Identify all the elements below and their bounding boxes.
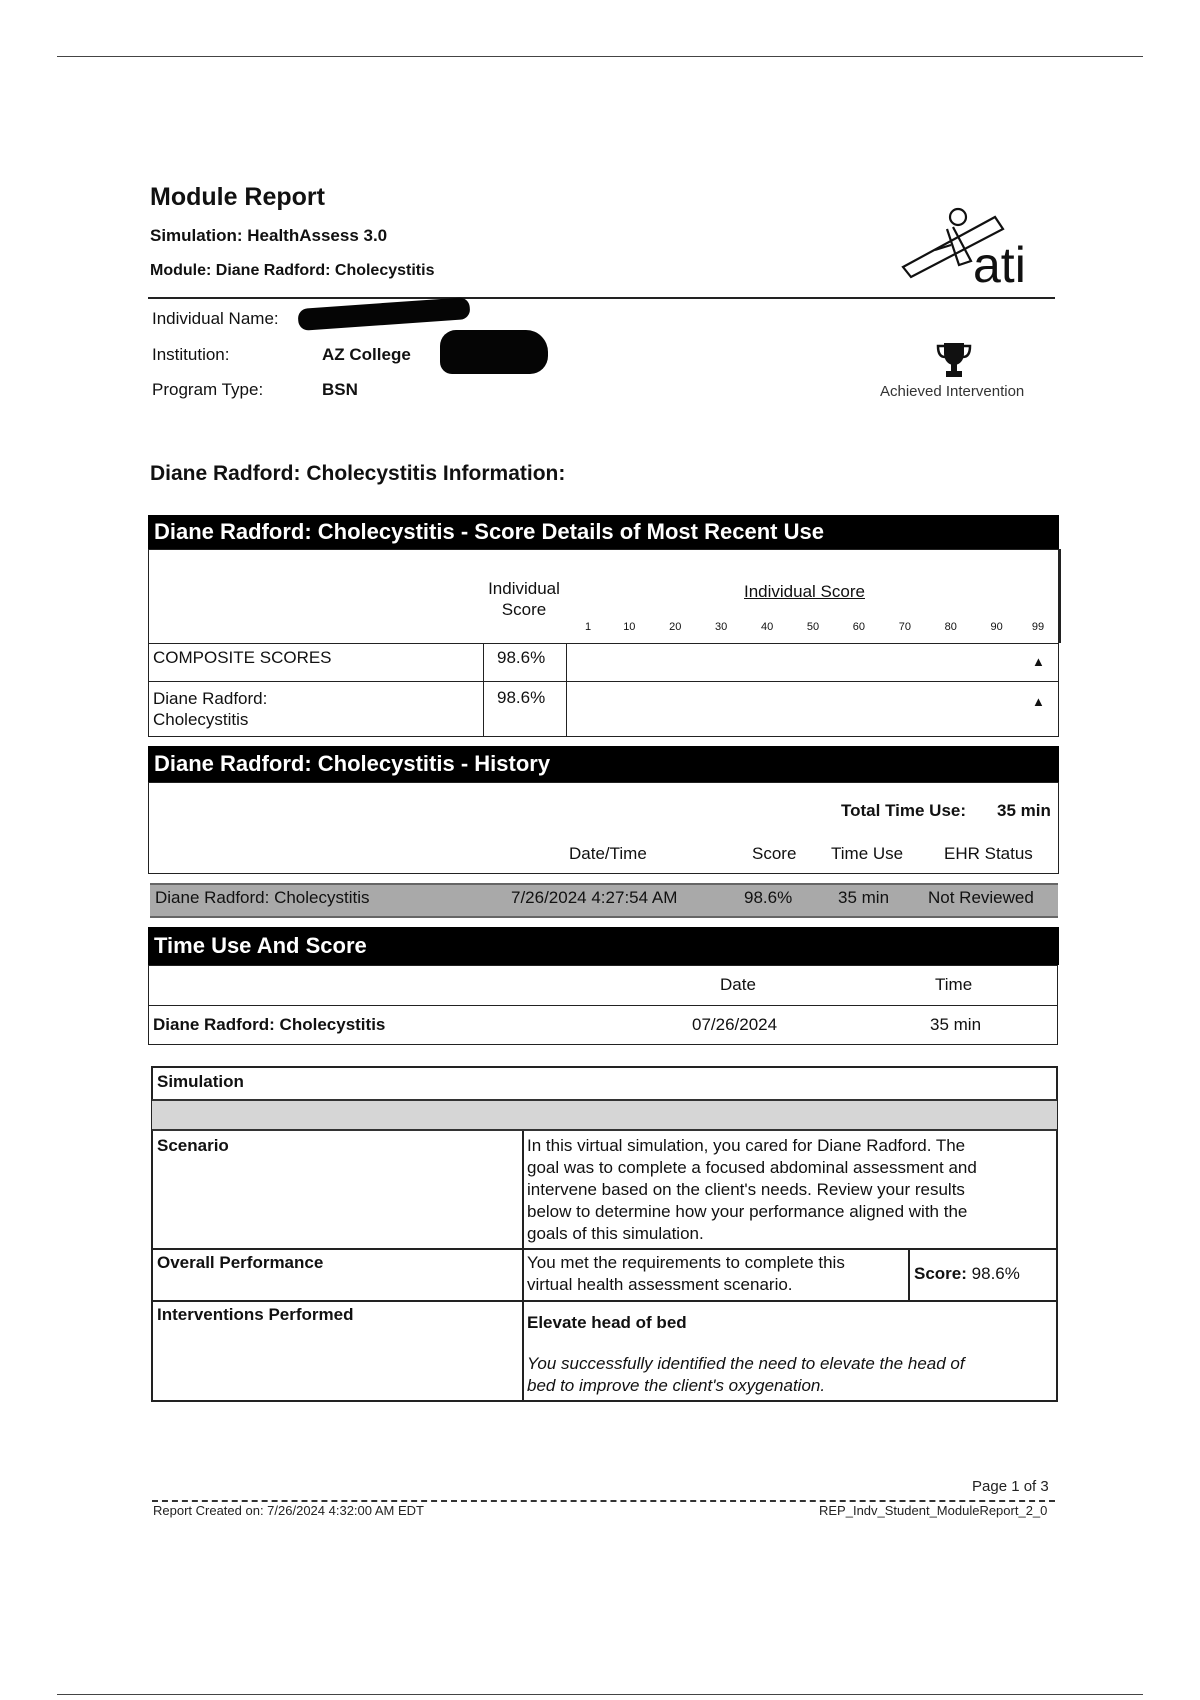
col-datetime: Date/Time	[569, 844, 647, 863]
program-label: Program Type:	[152, 380, 264, 399]
name-label: Individual Name:	[152, 309, 279, 328]
trophy-icon	[935, 340, 973, 380]
overall-score	[914, 1264, 1020, 1284]
time-use-row-date: 07/26/2024	[692, 1015, 778, 1034]
score-value: 98.6%	[971, 1264, 1020, 1283]
row-divider	[151, 1300, 1058, 1302]
module-score: 98.6%	[497, 688, 546, 707]
history-row-ehr: Not Reviewed	[928, 888, 1034, 907]
tick-label: 99	[1031, 621, 1045, 633]
score-details-header: Diane Radford: Cholecystitis - Score Details of Most Recent Use	[148, 515, 1059, 549]
report-created: Report Created on: 7/26/2024 4:32:00 AM EDT	[153, 1503, 425, 1518]
scenario-text	[527, 1135, 977, 1245]
header-divider	[148, 297, 1055, 299]
report-id: REP_Indv_Student_ModuleReport_2_0	[819, 1503, 1048, 1518]
redaction-mark	[440, 330, 548, 374]
overall-performance-text	[527, 1252, 845, 1296]
history-row-datetime: 7/26/2024 4:27:54 AM	[511, 888, 678, 907]
tick-label: 70	[898, 621, 911, 633]
simulation-gray-band	[152, 1099, 1057, 1131]
history-row-name: Diane Radford: Cholecystitis	[155, 888, 370, 907]
label-line: Cholecystitis	[153, 710, 249, 729]
scale-edge	[1058, 549, 1061, 643]
scale-title: Individual Score	[744, 582, 865, 601]
program-value: BSN	[322, 380, 358, 399]
tick-label: 80	[944, 621, 957, 633]
history-row-time: 35 min	[838, 888, 890, 907]
intervention-line: bed to improve the client's oxygenation.	[527, 1376, 826, 1395]
module-name: Module: Diane Radford: Cholecystitis	[150, 262, 435, 279]
institution-label: Institution:	[152, 345, 230, 364]
tick-label: 20	[669, 621, 682, 633]
module-row-label	[153, 688, 267, 730]
time-use-header: Time Use And Score	[148, 927, 1059, 965]
ati-logo	[895, 205, 1045, 290]
col-header-line: Score	[501, 600, 547, 619]
redaction-mark	[297, 297, 470, 331]
scenario-line: below to determine how your performance aligned with the	[527, 1202, 968, 1221]
col-score: Score	[752, 844, 797, 863]
tick-label: 50	[806, 621, 820, 633]
composite-percentile-marker: ▲	[1032, 654, 1045, 669]
composite-score: 98.6%	[497, 648, 546, 667]
row-divider	[148, 681, 1059, 682]
scenario-line: intervene based on the client's needs. Review your results	[527, 1180, 965, 1199]
total-time-label: Total Time Use:	[841, 801, 967, 820]
achieved-intervention-label: Achieved Intervention	[880, 383, 1025, 400]
row-divider	[148, 1005, 1058, 1006]
col-divider	[522, 1131, 524, 1402]
scenario-label: Scenario	[157, 1136, 229, 1155]
col-divider	[483, 643, 484, 737]
tick-label: 90	[990, 621, 1003, 633]
scenario-line: In this virtual simulation, you cared for Diane Radford. The	[527, 1136, 966, 1155]
overall-line: You met the requirements to complete this	[527, 1253, 845, 1272]
col-time: Time	[935, 975, 973, 994]
label-line: Diane Radford:	[153, 689, 268, 708]
scenario-line: goal was to complete a focused abdominal assessment and	[527, 1158, 977, 1177]
page-bottom-rule	[57, 1694, 1143, 1695]
individual-score-col-header	[483, 578, 565, 620]
intervention-text	[527, 1353, 965, 1397]
col-header-line: Individual	[488, 579, 560, 598]
tick-label: 40	[760, 621, 774, 633]
interventions-label: Interventions Performed	[157, 1305, 354, 1324]
tick-label: 10	[623, 621, 636, 633]
section-heading: Diane Radford: Cholecystitis Information:	[150, 462, 566, 485]
col-divider	[908, 1248, 910, 1300]
simulation-header: Simulation	[157, 1072, 244, 1091]
report-title: Module Report	[150, 183, 325, 211]
row-divider	[151, 1248, 1058, 1250]
logo-wordmark: ati	[973, 237, 1026, 290]
page-top-rule	[57, 56, 1143, 57]
intervention-title: Elevate head of bed	[527, 1313, 687, 1332]
row-divider	[148, 643, 1059, 644]
scenario-line: goals of this simulation.	[527, 1224, 704, 1243]
footer-divider	[152, 1500, 1055, 1502]
overall-line: virtual health assessment scenario.	[527, 1275, 793, 1294]
history-row-score: 98.6%	[744, 888, 793, 907]
tick-label: 30	[715, 621, 728, 633]
col-divider	[566, 643, 567, 737]
overall-performance-label: Overall Performance	[157, 1253, 324, 1272]
intervention-line: You successfully identified the need to elevate the head of	[527, 1354, 965, 1373]
composite-label: COMPOSITE SCORES	[153, 648, 332, 667]
module-percentile-marker: ▲	[1032, 694, 1045, 709]
col-ehr-status: EHR Status	[944, 844, 1033, 863]
simulation-name: Simulation: HealthAssess 3.0	[150, 226, 388, 245]
page-number: Page 1 of 3	[972, 1478, 1049, 1495]
time-use-row-time: 35 min	[930, 1015, 982, 1034]
col-date: Date	[720, 975, 756, 994]
history-header: Diane Radford: Cholecystitis - History	[148, 746, 1059, 782]
col-time-use: Time Use	[831, 844, 904, 863]
score-label: Score:	[914, 1264, 967, 1283]
total-time-value: 35 min	[997, 801, 1051, 820]
institution-value: AZ College	[322, 345, 411, 364]
time-use-row-name: Diane Radford: Cholecystitis	[153, 1015, 386, 1034]
tick-label: 60	[852, 621, 866, 633]
tick-label: 1	[584, 621, 592, 633]
